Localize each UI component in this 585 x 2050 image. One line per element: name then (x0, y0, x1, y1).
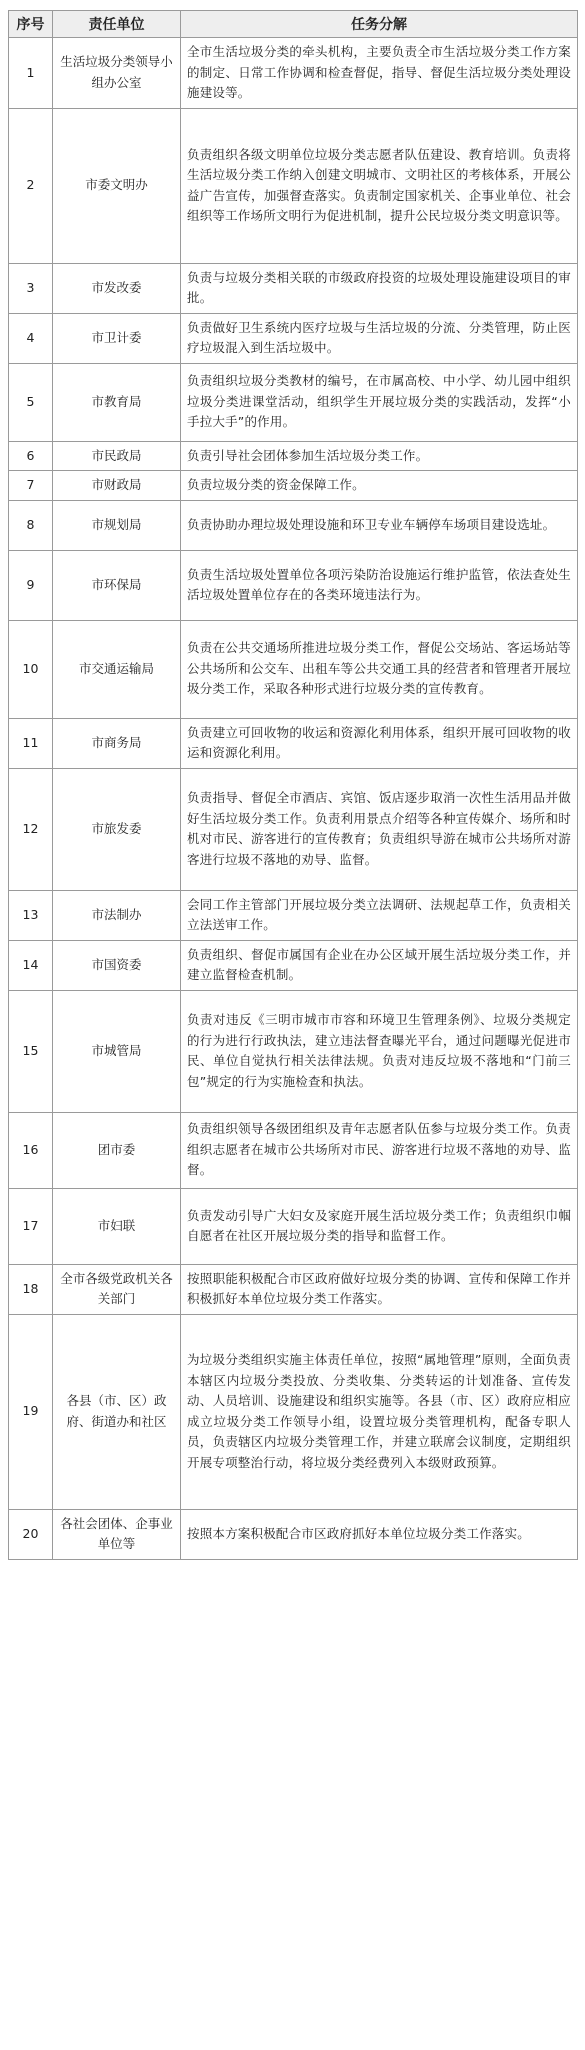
task-description: 会同工作主管部门开展垃圾分类立法调研、法规起草工作，负责相关立法送审工作。 (181, 890, 578, 940)
responsible-unit: 市交通运输局 (53, 620, 181, 718)
table-row (9, 940, 578, 990)
table-row (9, 263, 578, 313)
responsible-unit: 市民政局 (53, 441, 181, 471)
responsible-unit: 市妇联 (53, 1188, 181, 1264)
task-description: 负责垃圾分类的资金保障工作。 (181, 471, 578, 501)
task-description: 负责组织、督促市属国有企业在办公区域开展生活垃圾分类工作，并建立监督检查机制。 (181, 940, 578, 990)
responsible-unit: 生活垃圾分类领导小组办公室 (53, 38, 181, 109)
header-no: 序号 (9, 11, 53, 38)
table-row (9, 441, 578, 471)
row-number: 4 (9, 313, 53, 363)
row-number: 12 (9, 768, 53, 890)
task-description: 负责做好卫生系统内医疗垃圾与生活垃圾的分流、分类管理，防止医疗垃圾混入到生活垃圾中。 (181, 313, 578, 363)
row-number: 14 (9, 940, 53, 990)
responsible-unit: 市委文明办 (53, 108, 181, 263)
responsible-unit: 市商务局 (53, 718, 181, 768)
responsible-unit: 市财政局 (53, 471, 181, 501)
task-description: 负责在公共交通场所推进垃圾分类工作，督促公交场站、客运场站等公共场所和公交车、出租车等公共交通工具的经营者和管理者开展垃圾分类工作，采取各种形式进行垃圾分类的宣传教育。 (181, 620, 578, 718)
row-number: 9 (9, 550, 53, 620)
row-number: 13 (9, 890, 53, 940)
row-number: 15 (9, 990, 53, 1112)
responsible-unit: 市法制办 (53, 890, 181, 940)
table-row (9, 1188, 578, 1264)
row-number: 17 (9, 1188, 53, 1264)
table-row (9, 1264, 578, 1314)
row-number: 20 (9, 1509, 53, 1559)
task-description: 负责协助办理垃圾处理设施和环卫专业车辆停车场项目建设选址。 (181, 500, 578, 550)
responsible-unit: 团市委 (53, 1112, 181, 1188)
responsible-unit: 市城管局 (53, 990, 181, 1112)
row-number: 8 (9, 500, 53, 550)
row-number: 1 (9, 38, 53, 109)
header-unit: 责任单位 (53, 11, 181, 38)
task-description: 负责对违反《三明市城市市容和环境卫生管理条例》、垃圾分类规定的行为进行行政执法，建立违法督查曝光平台，通过问题曝光促进市民、单位自觉执行相关法律法规。负责对违反垃圾不落地和“门前三包”规定的行为实施检查和执法。 (181, 990, 578, 1112)
responsible-unit: 市国资委 (53, 940, 181, 990)
table-row (9, 718, 578, 768)
table-row (9, 471, 578, 501)
responsibility-table (8, 10, 578, 1560)
table-row (9, 990, 578, 1112)
row-number: 19 (9, 1314, 53, 1509)
table-row (9, 1314, 578, 1509)
task-description: 负责组织垃圾分类教材的编号，在市属高校、中小学、幼儿园中组织垃圾分类进课堂活动，组织学生开展垃圾分类的实践活动，发挥“小手拉大手”的作用。 (181, 363, 578, 441)
header-task: 任务分解 (181, 11, 578, 38)
row-number: 6 (9, 441, 53, 471)
table-row (9, 38, 578, 109)
task-description: 负责发动引导广大妇女及家庭开展生活垃圾分类工作；负责组织巾帼自愿者在社区开展垃圾分类的指导和监督工作。 (181, 1188, 578, 1264)
table-row (9, 620, 578, 718)
task-description: 负责建立可回收物的收运和资源化利用体系，组织开展可回收物的收运和资源化利用。 (181, 718, 578, 768)
task-description: 负责指导、督促全市酒店、宾馆、饭店逐步取消一次性生活用品并做好生活垃圾分类工作。负责利用景点介绍等各种宣传媒介、场所和时机对市民、游客进行的宣传教育；负责组织导游在城市公共场所对游客进行垃圾不落地的劝导、监督。 (181, 768, 578, 890)
table-row (9, 108, 578, 263)
task-description: 按照职能积极配合市区政府做好垃圾分类的协调、宣传和保障工作并积极抓好本单位垃圾分类工作落实。 (181, 1264, 578, 1314)
responsible-unit: 全市各级党政机关各关部门 (53, 1264, 181, 1314)
task-description: 全市生活垃圾分类的牵头机构，主要负责全市生活垃圾分类工作方案的制定、日常工作协调和检查督促，指导、督促生活垃圾分类处理设施建设等。 (181, 38, 578, 109)
row-number: 18 (9, 1264, 53, 1314)
row-number: 7 (9, 471, 53, 501)
responsible-unit: 市规划局 (53, 500, 181, 550)
table-row (9, 500, 578, 550)
row-number: 10 (9, 620, 53, 718)
responsible-unit: 各社会团体、企事业单位等 (53, 1509, 181, 1559)
task-description: 负责组织领导各级团组织及青年志愿者队伍参与垃圾分类工作。负责组织志愿者在城市公共场所对市民、游客进行垃圾不落地的劝导、监督。 (181, 1112, 578, 1188)
row-number: 3 (9, 263, 53, 313)
responsible-unit: 市教育局 (53, 363, 181, 441)
task-description: 负责组织各级文明单位垃圾分类志愿者队伍建设、教育培训。负责将生活垃圾分类工作纳入创建文明城市、文明社区的考核体系，开展公益广告宣传，加强督查落实。负责制定国家机关、企事业单位、社会组织等工作场所文明行为促进机制，提升公民垃圾分类文明意识等。 (181, 108, 578, 263)
row-number: 2 (9, 108, 53, 263)
responsible-unit: 市环保局 (53, 550, 181, 620)
table-row (9, 550, 578, 620)
table-row (9, 1509, 578, 1559)
table-row (9, 313, 578, 363)
responsible-unit: 各县（市、区）政府、街道办和社区 (53, 1314, 181, 1509)
table-row (9, 363, 578, 441)
row-number: 16 (9, 1112, 53, 1188)
table-row (9, 890, 578, 940)
header-row (9, 11, 578, 38)
row-number: 5 (9, 363, 53, 441)
row-number: 11 (9, 718, 53, 768)
task-description: 为垃圾分类组织实施主体责任单位，按照“属地管理”原则，全面负责本辖区内垃圾分类投放、分类收集、分类转运的计划准备、宣传发动、人员培训、设施建设和组织实施等。各县（市、区）政府应相应成立垃圾分类工作领导小组，设置垃圾分类管理机构，配备专职人员，负责辖区内垃圾分类管理工作，并建立联席会议制度，定期组织开展专项整治行动，将垃圾分类经费列入本级财政预算。 (181, 1314, 578, 1509)
table-row (9, 768, 578, 890)
responsible-unit: 市发改委 (53, 263, 181, 313)
task-description: 按照本方案积极配合市区政府抓好本单位垃圾分类工作落实。 (181, 1509, 578, 1559)
task-description: 负责引导社会团体参加生活垃圾分类工作。 (181, 441, 578, 471)
responsible-unit: 市旅发委 (53, 768, 181, 890)
task-description: 负责生活垃圾处置单位各项污染防治设施运行维护监管，依法查处生活垃圾处置单位存在的各类环境违法行为。 (181, 550, 578, 620)
task-description: 负责与垃圾分类相关联的市级政府投资的垃圾处理设施建设项目的审批。 (181, 263, 578, 313)
table-row (9, 1112, 578, 1188)
responsible-unit: 市卫计委 (53, 313, 181, 363)
